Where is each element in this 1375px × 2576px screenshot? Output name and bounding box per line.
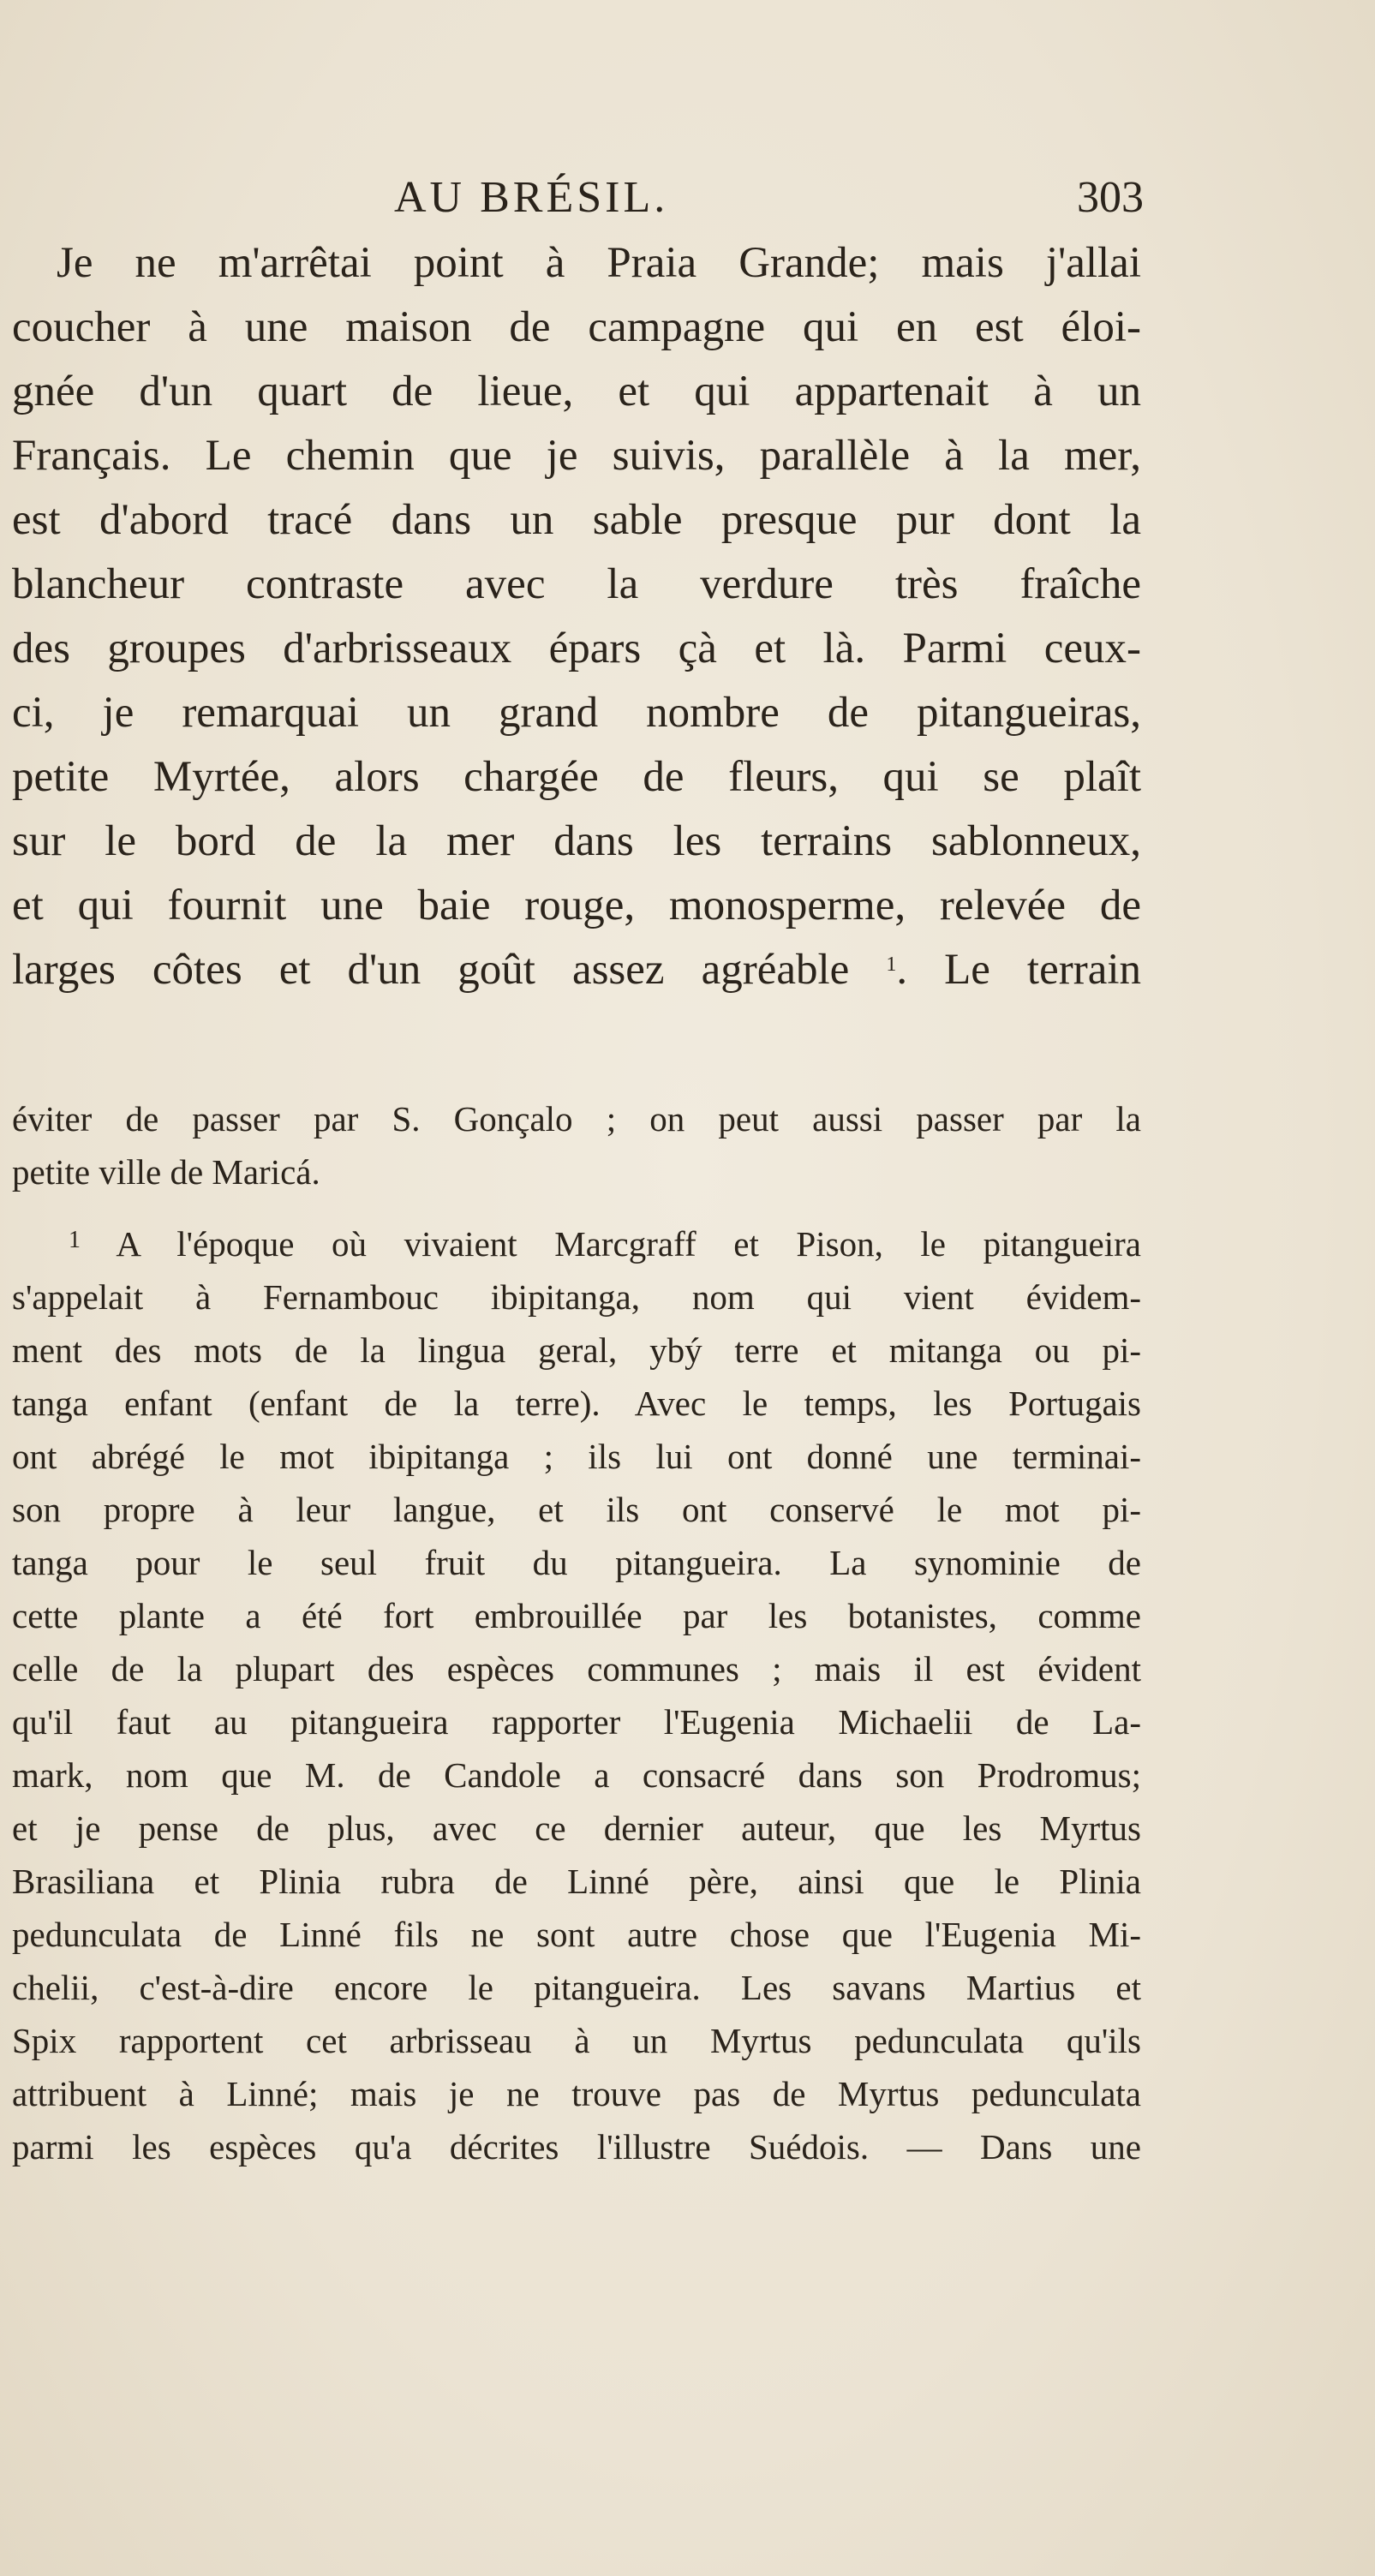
running-title: AU BRÉSIL. [394, 173, 669, 222]
page-number: 303 [1077, 173, 1144, 222]
text-line: ci, je remarquai un grand nombre de pitangueiras, [12, 689, 1141, 737]
text-line: petite Myrtée, alors chargée de fleurs, qui se plaît [12, 753, 1141, 801]
text-line: Je ne m'arrêtai point à Praia Grande; mais j'allai [57, 239, 1141, 287]
footnote-line: attribuent à Linné; mais je ne trouve pas de Myrtus pedunculata [12, 2074, 1141, 2113]
footnote-line: ment des mots de la lingua geral, ybý terre et mitanga ou pi- [12, 1330, 1141, 1370]
text-line: sur le bord de la mer dans les terrains sablonneux, [12, 817, 1141, 865]
text-line-part: Le terrain [944, 946, 1142, 994]
text-line-last: larges côtes et d'un goût assez agréable $^1$. Le terrain [12, 946, 1142, 994]
footnote-line: s'appelait à Fernambouc ibipitanga, nom qui vient évidem- [12, 1277, 1141, 1317]
footnotes [12, 1092, 1141, 2173]
footnote-continuation-line: éviter de passer par S. Gonçalo ; on peut aussi passer par la [12, 1099, 1141, 1139]
footnote-line: tanga enfant (enfant de la terre). Avec le temps, les Portugais [12, 1384, 1141, 1423]
footnote-line: son propre à leur langue, et ils ont conservé le mot pi- [12, 1490, 1141, 1529]
footnote-line: Brasiliana et Plinia rubra de Linné père, ainsi que le Plinia [12, 1862, 1141, 1901]
footnote-line: tanga pour le seul fruit du pitangueira. La synominie de [12, 1543, 1141, 1582]
footnote-line: celle de la plupart des espèces communes ; mais il est évident [12, 1649, 1141, 1688]
footnote-line: Spix rapportent cet arbrisseau à un Myrtus pedunculata qu'ils [12, 2021, 1141, 2060]
page-header [0, 168, 1375, 228]
footnote-line: pedunculata de Linné fils ne sont autre chose que l'Eugenia Mi- [12, 1915, 1141, 1954]
footnote-reference: 1 [886, 953, 897, 976]
footnote-line: cette plante a été fort embrouillée par les botanistes, comme [12, 1596, 1141, 1635]
footnote-line: ont abrégé le mot ibipitanga ; ils lui ont donné une terminai- [12, 1437, 1141, 1476]
text-line: Français. Le chemin que je suivis, parallèle à la mer, [12, 432, 1141, 480]
footnote-line [12, 1217, 1141, 1270]
footnote-continuation-line: petite ville de Maricá. [12, 1152, 320, 1192]
text-line: coucher à une maison de campagne qui en est éloi- [12, 303, 1141, 351]
text-line: est d'abord tracé dans un sable presque pur dont la [12, 496, 1141, 544]
text-line: gnée d'un quart de lieue, et qui appartenait à un [12, 368, 1141, 415]
footnote-line: mark, nom que M. de Candole a consacré dans son Prodromus; [12, 1755, 1141, 1795]
footnote-marker: 1 [69, 1227, 81, 1253]
footnote-line: et je pense de plus, avec ce dernier auteur, que les Myrtus [12, 1808, 1141, 1848]
text-line: et qui fournit une baie rouge, monosperme, relevée de [12, 882, 1141, 929]
text-line: des groupes d'arbrisseaux épars çà et là. Parmi ceux- [12, 625, 1141, 672]
main-text [12, 231, 1141, 1002]
footnote-line: chelii, c'est-à-dire encore le pitangueira. Les savans Martius et [12, 1968, 1141, 2007]
footnote-line: qu'il faut au pitangueira rapporter l'Eugenia Michaelii de La- [12, 1702, 1141, 1742]
text-line-part: larges côtes et d'un goût assez agréable [12, 946, 850, 994]
text-line: blancheur contraste avec la verdure très fraîche [12, 560, 1141, 608]
footnote-line: parmi les espèces qu'a décrites l'illustre Suédois. — Dans une [12, 2127, 1141, 2167]
footnote-line-text: A l'époque où vivaient Marcgraff et Pison, le pitangueira [116, 1224, 1141, 1264]
